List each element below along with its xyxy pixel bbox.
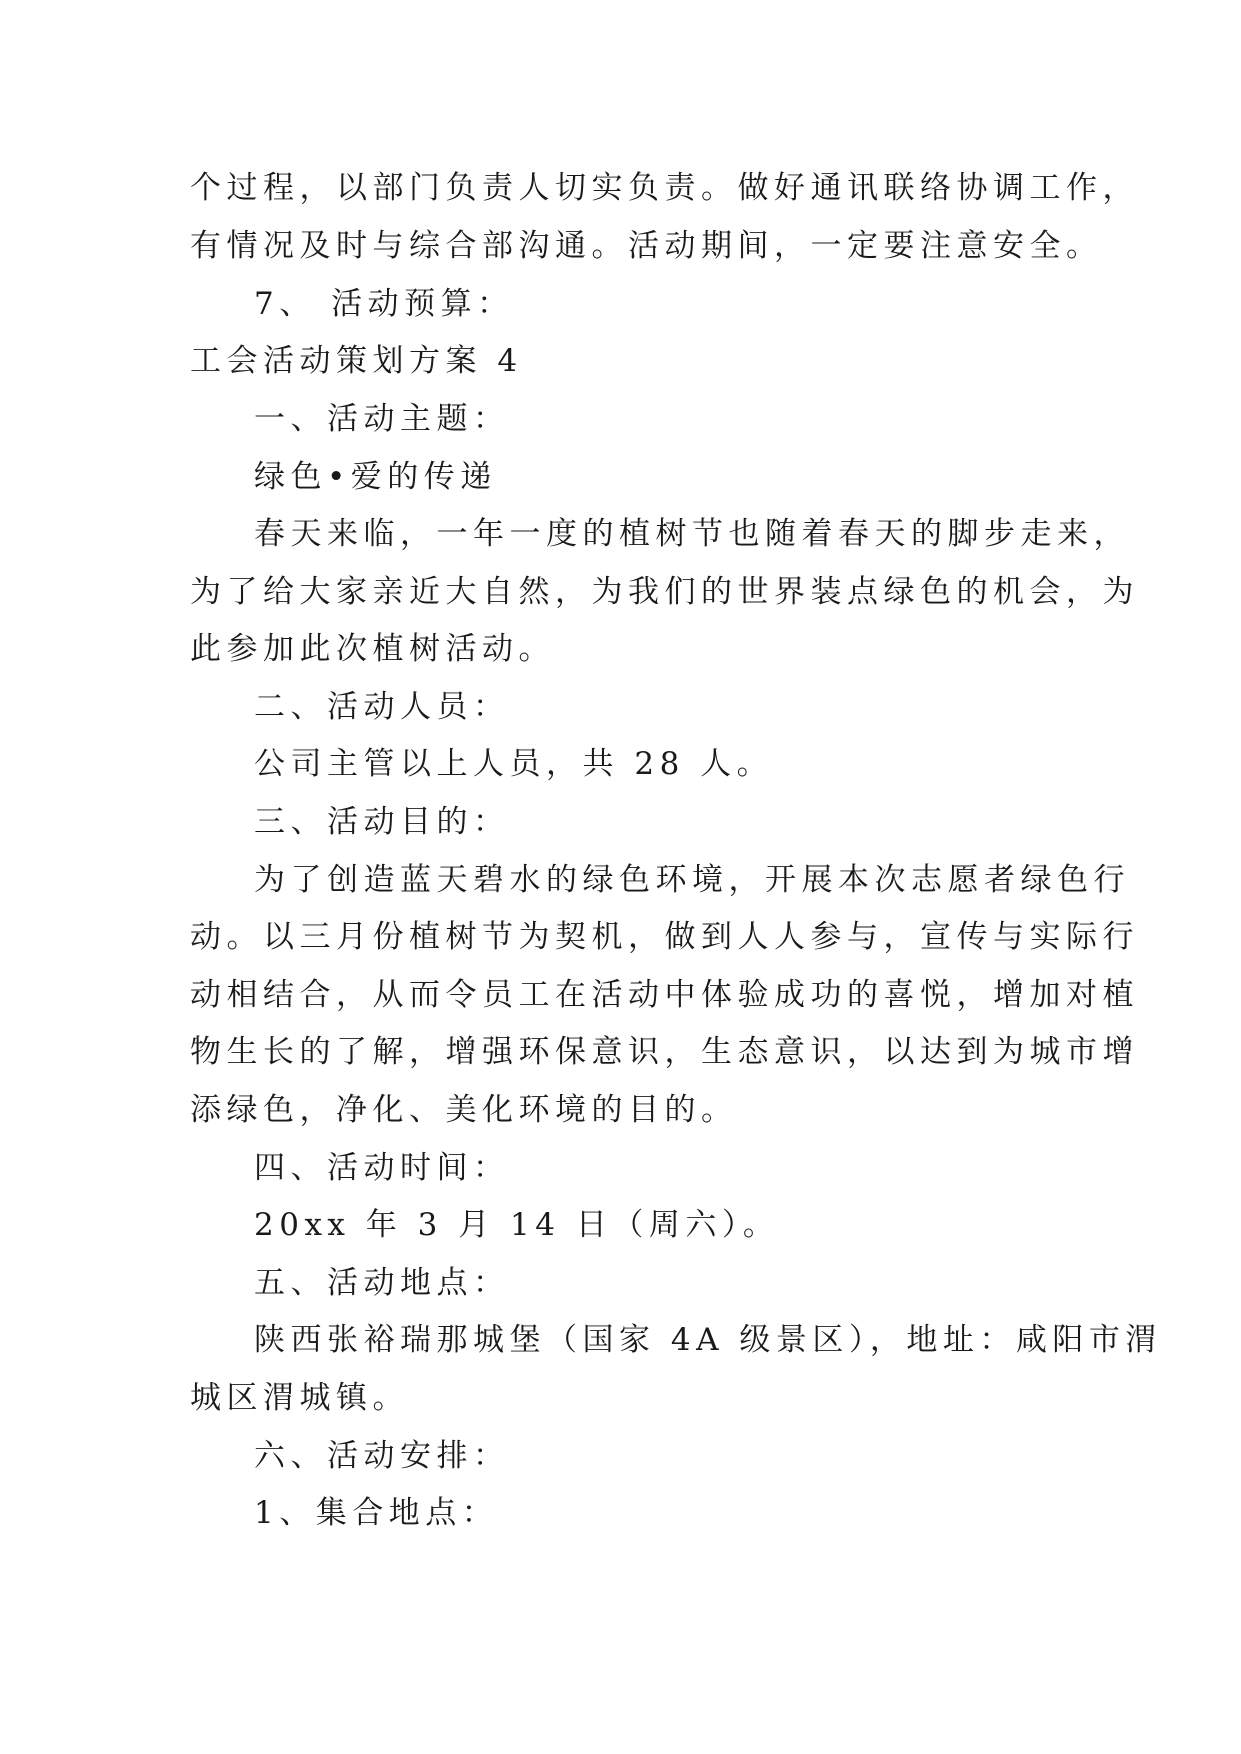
body-text-line: 物生长的了解，增强环保意识，生态意识，以达到为城市增	[190, 1034, 1139, 1070]
section-heading: 7、 活动预算：	[254, 286, 514, 322]
body-text-line: 春天来临，一年一度的植树节也随着春天的脚步走来，	[254, 516, 1130, 552]
body-text-line: 添绿色，净化、美化环境的目的。	[190, 1092, 738, 1128]
body-text-line: 公司主管以上人员，共 28 人。	[254, 746, 774, 782]
body-text-line: 为了给大家亲近大自然，为我们的世界装点绿色的机会，为	[190, 574, 1139, 610]
body-text-line: 有情况及时与综合部沟通。活动期间，一定要注意安全。	[190, 228, 1103, 264]
section-heading: 五、活动地点：	[254, 1265, 510, 1301]
body-text-line: 城区渭城镇。	[190, 1380, 409, 1416]
body-text-line: 个过程，以部门负责人切实负责。做好通讯联络协调工作，	[190, 170, 1139, 206]
section-heading: 1、集合地点：	[254, 1495, 499, 1531]
section-heading: 二、活动人员：	[254, 689, 510, 725]
section-heading: 六、活动安排：	[254, 1438, 510, 1474]
body-text-line: 陕西张裕瑞那城堡（国家 4A 级景区），地址：咸阳市渭	[254, 1322, 1162, 1358]
body-text-line: 动相结合，从而令员工在活动中体验成功的喜悦，增加对植	[190, 977, 1139, 1013]
section-heading: 三、活动目的：	[254, 804, 510, 840]
document-title: 工会活动策划方案 4	[190, 343, 523, 379]
body-text-line: 绿色•爱的传递	[254, 459, 497, 495]
body-text-line: 20xx 年 3 月 14 日（周六）。	[254, 1207, 780, 1243]
body-text-line: 此参加此次植树活动。	[190, 631, 555, 667]
section-heading: 四、活动时间：	[254, 1150, 510, 1186]
section-heading: 一、活动主题：	[254, 401, 510, 437]
body-text-line: 为了创造蓝天碧水的绿色环境，开展本次志愿者绿色行	[254, 862, 1130, 898]
body-text-line: 动。以三月份植树节为契机，做到人人参与，宣传与实际行	[190, 919, 1139, 955]
